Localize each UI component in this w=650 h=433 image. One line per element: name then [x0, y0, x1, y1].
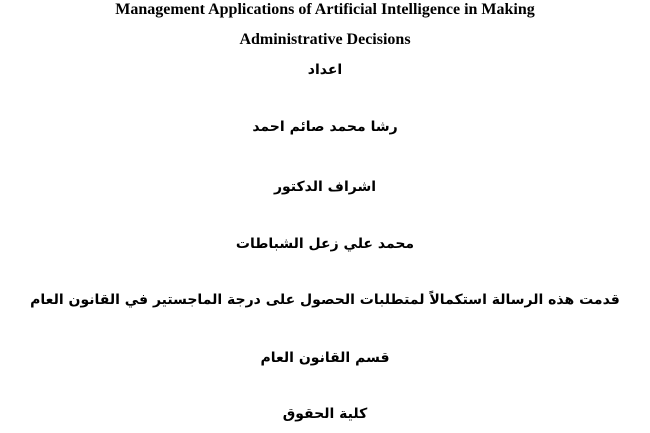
- thesis-title-line-1: Management Applications of Artificial Intelligence in Making: [115, 1, 535, 18]
- supervisor-name: محمد علي زعل الشباطات: [235, 236, 415, 252]
- supervision-label: اشراف الدكتور: [273, 179, 377, 195]
- department-name: قسم القانون العام: [260, 350, 390, 366]
- author-name: رشا محمد صائم احمد: [252, 119, 398, 135]
- submission-statement: قدمت هذه الرسالة استكمالاً لمتطلبات الحصول على درجة الماجستير في القانون العام: [30, 292, 620, 308]
- faculty-name: كلية الحقوق: [282, 406, 368, 422]
- prepared-by-label: اعداد: [307, 62, 343, 78]
- thesis-title-line-2: Administrative Decisions: [239, 31, 411, 48]
